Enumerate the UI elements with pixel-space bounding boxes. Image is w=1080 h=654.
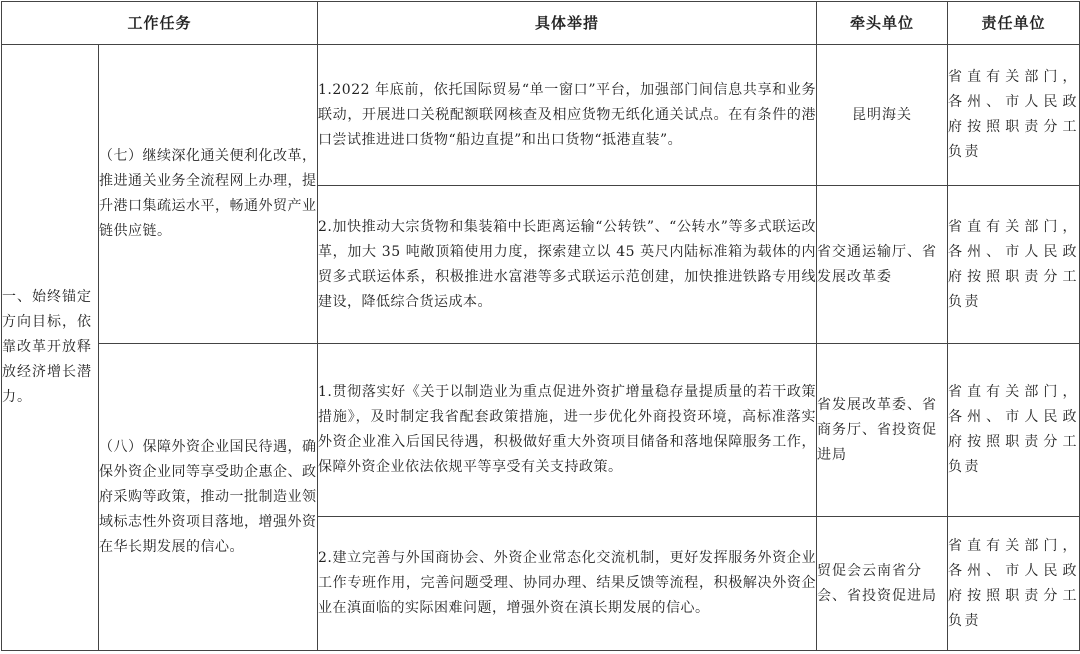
table-row: [2, 45, 1080, 186]
measure-text: 2.建立完善与外国商协会、外资企业常态化交流机制，更好发挥服务外资企业工作专班作用，完善问题受理、协同办理、结果反馈等流程，积极解决外资企业在滇面临的实际困难问题，增强外资在滇长期发展的信心。: [318, 517, 817, 651]
measure-text: 1.2022 年底前，依托国际贸易“单一窗口”平台，加强部门间信息共享和业务联动，开展进口关税配额联网核查及相应货物无纸化通关试点。在有条件的港口尝试推进进口货物“船边直提”和出口货物“抵港直装”。: [318, 45, 817, 186]
lead-unit-cell: 昆明海关: [817, 45, 948, 186]
responsible-unit-cell: 省直有关部门，各州、市人民政府按照职责分工负责: [948, 344, 1080, 517]
lead-unit-cell: 贸促会云南省分会、省投资促进局: [817, 517, 948, 651]
lead-unit-cell: 省交通运输厅、省发展改革委: [817, 186, 948, 344]
lead-unit-cell: 省发展改革委、省商务厅、省投资促进局: [817, 344, 948, 517]
responsible-unit-cell: 省直有关部门，各州、市人民政府按照职责分工负责: [948, 517, 1080, 651]
goal-cell: 一、始终锚定方向目标，依靠改革开放释放经济增长潜力。: [2, 45, 99, 651]
responsible-unit-cell: 省直有关部门，各州、市人民政府按照职责分工负责: [948, 45, 1080, 186]
header-lead-unit: 牵头单位: [817, 2, 948, 45]
table-row: [2, 344, 1080, 517]
header-row: [2, 2, 1080, 45]
task-title-8: （八）保障外资企业国民待遇，确保外资企业同等享受助企惠企、政府采购等政策，推动一批制造业领域标志性外资项目落地，增强外资在华长期发展的信心。: [99, 344, 318, 651]
task-title-7: （七）继续深化通关便利化改革，推进通关业务全流程网上办理，提升港口集疏运水平，畅通外贸产业链供应链。: [99, 45, 318, 344]
responsible-unit-cell: 省直有关部门，各州、市人民政府按照职责分工负责: [948, 186, 1080, 344]
work-task-table: [1, 1, 1080, 651]
measure-text: 2.加快推动大宗货物和集装箱中长距离运输“公转铁”、“公转水”等多式联运改革，加大 35 吨敞顶箱使用力度，探索建立以 45 英尺内陆标准箱为载体的内贸多式联运体系，积极推进水富港等多式联运示范创建，加快推进铁路专用线建设，降低综合货运成本。: [318, 186, 817, 344]
header-measures: 具体举措: [318, 2, 817, 45]
measure-text: 1.贯彻落实好《关于以制造业为重点促进外资扩增量稳存量提质量的若干政策措施》，及时制定我省配套政策措施，进一步优化外商投资环境，高标准落实外资企业准入后国民待遇，积极做好重大外资项目储备和落地保障服务工作，保障外资企业依法依规平等享受有关支持政策。: [318, 344, 817, 517]
header-task: 工作任务: [2, 2, 318, 45]
header-responsible-unit: 责任单位: [948, 2, 1080, 45]
